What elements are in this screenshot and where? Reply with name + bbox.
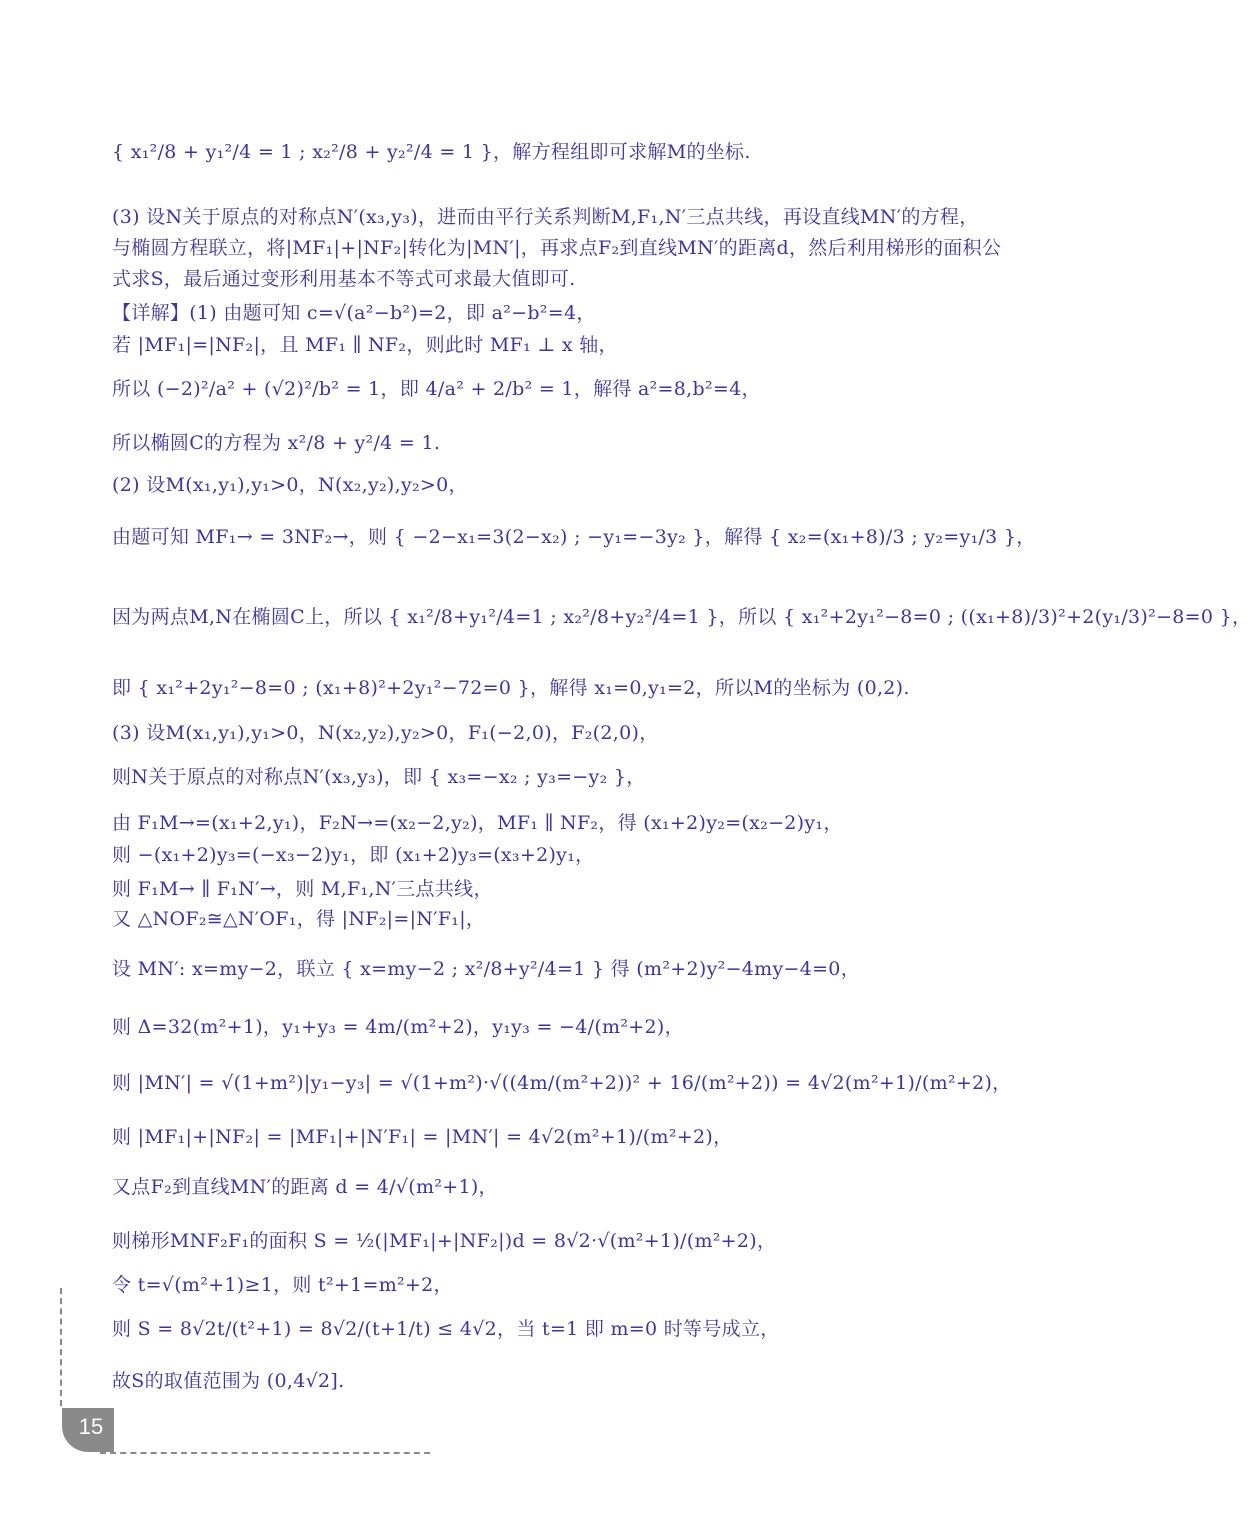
text-line: 则 |MN′| = √(1+m²)|y₁−y₃| = √(1+m²)·√((4m/(m²+2))² + 16/(m²+2)) = 4√2(m²+1)/(m²+2)， — [112, 1072, 1012, 1094]
text-line: 又点F₂到直线MN′的距离 d = 4/√(m²+1)， — [112, 1176, 498, 1198]
text-line: 由题可知 MF₁→ = 3NF₂→，则 { −2−x₁=3(2−x₂) ; −y₁=−3y₂ }，解得 { x₂=(x₁+8)/3 ; y₂=y₁/3 }， — [112, 526, 1036, 548]
text-line: 则 |MF₁|+|NF₂| = |MF₁|+|N′F₁| = |MN′| = 4√2(m²+1)/(m²+2)， — [112, 1126, 733, 1148]
text-line: 则N关于原点的对称点N′(x₃,y₃)，即 { x₃=−x₂ ; y₃=−y₂ }， — [112, 766, 646, 788]
page-number: 15 — [78, 1414, 104, 1439]
text-line: 若 |MF₁|=|NF₂|，且 MF₁ ∥ NF₂，则此时 MF₁ ⊥ x 轴， — [112, 334, 618, 356]
text-line: 【详解】(1) 由题可知 c=√(a²−b²)=2，即 a²−b²=4， — [112, 302, 596, 324]
text-line: (3) 设M(x₁,y₁),y₁>0，N(x₂,y₂),y₂>0，F₁(−2,0)，F₂(2,0)， — [112, 722, 659, 744]
text-line: (3) 设N关于原点的对称点N′(x₃,y₃)，进而由平行关系判断M,F₁,N′三点共线，再设直线MN′的方程， — [112, 206, 979, 228]
text-line: 则 Δ=32(m²+1)，y₁+y₃ = 4m/(m²+2)，y₁y₃ = −4/(m²+2)， — [112, 1016, 684, 1038]
page-border-left — [60, 1288, 62, 1406]
text-line: 则 F₁M→ ∥ F₁N′→，则 M,F₁,N′三点共线， — [112, 878, 493, 900]
text-line: 则梯形MNF₂F₁的面积 S = ½(|MF₁|+|NF₂|)d = 8√2·√(m²+1)/(m²+2)， — [112, 1230, 777, 1252]
text-line: 由 F₁M→=(x₁+2,y₁)，F₂N→=(x₂−2,y₂)，MF₁ ∥ NF₂，得 (x₁+2)y₂=(x₂−2)y₁， — [112, 812, 843, 834]
text-line: 即 { x₁²+2y₁²−8=0 ; (x₁+8)²+2y₁²−72=0 }，解得 x₁=0,y₁=2，所以M的坐标为 (0,2). — [112, 677, 910, 699]
page-border-bottom — [100, 1452, 430, 1454]
text-line: 故S的取值范围为 (0,4√2]. — [112, 1370, 345, 1392]
text-line: 因为两点M,N在椭圆C上，所以 { x₁²/8+y₁²/4=1 ; x₂²/8+y₂²/4=1 }，所以 { x₁²+2y₁²−8=0 ; ((x₁+8)/3)²+2(y₁/3)²−8=0 }， — [112, 606, 1251, 628]
text-line: 令 t=√(m²+1)≥1，则 t²+1=m²+2， — [112, 1274, 453, 1296]
text-line: 所以椭圆C的方程为 x²/8 + y²/4 = 1. — [112, 432, 441, 454]
text-line: { x₁²/8 + y₁²/4 = 1 ; x₂²/8 + y₂²/4 = 1 }，解方程组即可求解M的坐标. — [112, 141, 751, 163]
text-line: 则 S = 8√2t/(t²+1) = 8√2/(t+1/t) ≤ 4√2，当 t=1 即 m=0 时等号成立， — [112, 1318, 780, 1340]
text-line: 式求S，最后通过变形利用基本不等式可求最大值即可. — [112, 268, 576, 290]
text-line: 又 △NOF₂≅△N′OF₁，得 |NF₂|=|N′F₁|， — [112, 908, 486, 930]
text-line: 则 −(x₁+2)y₃=(−x₃−2)y₁，即 (x₁+2)y₃=(x₃+2)y₁， — [112, 844, 595, 866]
text-line: 所以 (−2)²/a² + (√2)²/b² = 1，即 4/a² + 2/b² = 1，解得 a²=8,b²=4， — [112, 378, 761, 400]
text-line: 与椭圆方程联立，将|MF₁|+|NF₂|转化为|MN′|，再求点F₂到直线MN′的距离d，然后利用梯形的面积公 — [112, 237, 1002, 259]
text-line: (2) 设M(x₁,y₁),y₁>0，N(x₂,y₂),y₂>0， — [112, 474, 468, 496]
text-line: 设 MN′: x=my−2，联立 { x=my−2 ; x²/8+y²/4=1 } 得 (m²+2)y²−4my−4=0， — [112, 958, 860, 980]
